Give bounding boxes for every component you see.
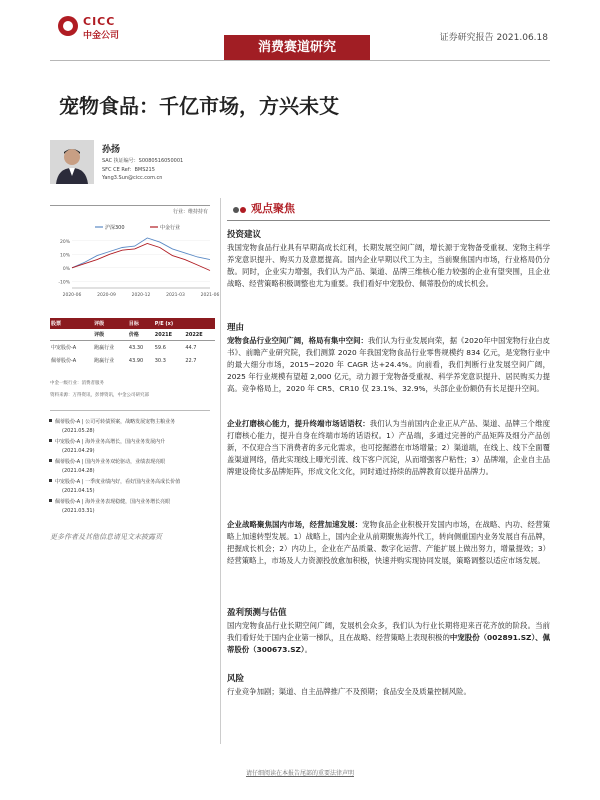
series-line (72, 238, 210, 268)
profit-text (227, 620, 550, 656)
risk-title: 风险 (227, 674, 245, 684)
y-tick-label: 10% (59, 253, 70, 259)
profit-title: 盈利预测与估值 (227, 608, 287, 618)
author-email[interactable]: Yang3.Sun@cicc.com.cn (102, 175, 163, 181)
reason-p1-lead: 宠物食品行业空间广阔，格局有集中空间： (227, 336, 368, 345)
cell-rating: 跑赢行业 (94, 358, 115, 364)
cell-pe2: 44.7 (185, 344, 197, 351)
dot-icon (233, 207, 239, 213)
related-item[interactable] (55, 418, 175, 425)
industry-rating: 行业：维持持有 (172, 209, 208, 215)
invest-title: 投资建议 (227, 230, 262, 240)
reason-p2-body: 我们认为当前国内企业正从产品、渠道、品牌三个维度打磨核心能力，提升自身在终端市场的话语权。1）产品端，多通过完善的产品矩阵及细分产品创新，不仅迎合当下消费者的多元化需求，也可挖掘潜在市场增量；2）渠道端，在线上、线下全面覆盖渠道网络，借此实现线上曝光引流、线下客户沉淀，从而增强客户粘性；3）品牌端，企业自主品牌建设倚仗多品牌矩阵，形成文化文化，同时通过持续的品牌教育以提升品牌力。 (227, 419, 550, 476)
related-item[interactable] (55, 478, 180, 485)
invest-text: 我国宠物食品行业具有早期高成长红利，长期发展空间广阔，增长源于宠物备受重视、宠物主科学养宠意识提升、购买力及意愿提高。国内企业早期以代工为主，当前聚焦国内市场，行业格局仍分散。同时，企业实力增强，我们认为产品、渠道、品牌三维核心能力较强的企业有望突围，且企业战略、经营策略积极调整也尤为重要。我们看好中宠股份、佩蒂股份的成长机会。 (227, 243, 550, 288)
profit-stocks: 中宠股份（002891.SZ）、佩蒂股份（300673.SZ） (227, 633, 550, 654)
cell-price: 43.30 (128, 344, 144, 351)
stock-chart (50, 222, 220, 300)
author-sac: SAC 执证编号：S0080516050001 (102, 158, 184, 164)
bullet-icon (49, 479, 52, 482)
related-date: (2021.04.15) (62, 488, 95, 494)
x-tick-label: 2020-12 (131, 293, 151, 298)
author-sfc: SFC CE Ref：BMS215 (102, 167, 155, 173)
y-tick-label: -10% (58, 280, 70, 286)
more-info-link[interactable]: 更多作者及其他信息请见文末披露页 (50, 533, 162, 541)
table-row (50, 341, 215, 355)
related-date: (2021.03.31) (62, 508, 95, 514)
x-tick-label: 2020-06 (62, 293, 82, 298)
report-title: 宠物食品：千亿市场，方兴未艾 (59, 94, 339, 118)
bullet-icon (49, 439, 52, 442)
reason-p3-body: 宠物食品企业积极开发国内市场，在战略、内功、经营策略上加速转型发展。1）战略上，国内企业从前期聚焦海外代工，转向侧重国内业务发展自有品牌，把握成长机会；2）内功上，企业在产品质量、数字化运营、产能扩展上做出努力，增量提效；3）经营策略上，市场及人力资源投放愈加积极，快速并购实现协同发展，策略调整以适应市场发展。 (227, 520, 550, 565)
y-tick-label: 0% (62, 266, 70, 272)
legend-label: 沪深300 (105, 225, 125, 231)
th-stock: 股票 (50, 318, 93, 329)
th-target: 目标 (128, 318, 154, 329)
cicc-logo-icon (58, 16, 78, 36)
related-title[interactable]: 佩蒂股份-A | 国内外业务双轮驱动，业绩表现亮眼 (55, 459, 166, 465)
related-item[interactable] (55, 458, 165, 465)
reason-p2 (227, 418, 550, 478)
logo-cn: 中金公司 (83, 31, 120, 41)
series-line (72, 244, 210, 271)
x-tick-label: 2021-06 (200, 293, 220, 298)
related-title[interactable]: 中宠股份-A | 一季度业绩内好，看好国内业务高成长价值 (55, 479, 181, 485)
bullet-icon (49, 499, 52, 502)
bullet-icon (49, 419, 52, 422)
cell-stock: 佩蒂股份-A (51, 358, 77, 364)
legal-footer[interactable]: 请仔细阅读在本报告尾部的重要法律声明 (245, 770, 354, 777)
reason-p1 (227, 335, 550, 395)
related-date: (2021.05.28) (62, 428, 95, 434)
cell-pe1: 30.3 (154, 357, 166, 364)
related-title[interactable]: 佩蒂股份-A | 公司可转债预案，战略发展宠物主粮业务 (55, 419, 176, 425)
table-note-industry: 中金一级行业：消费者服务 (50, 381, 104, 386)
sub-empty (50, 329, 93, 341)
sub-2021e: 2021E (154, 329, 185, 341)
reason-title: 理由 (227, 323, 245, 333)
focus-title: 观点聚焦 (251, 202, 295, 215)
bullet-icon (49, 459, 52, 462)
table-row (50, 354, 215, 367)
related-title[interactable]: 中宠股份-A | 海外业务高增长，国内业务发展内升 (55, 439, 166, 445)
profit-body: 国内宠物食品行业长期空间广阔，发展机会众多，我们认为行业长期将迎来百花齐放的阶段。当前我们看好处于国内企业第一梯队，且在战略、经营策略上表现积极的 (227, 621, 550, 642)
sub-rating: 评级 (93, 329, 128, 341)
header-divider (50, 60, 550, 61)
y-tick-label: 20% (59, 239, 70, 245)
reason-p2-lead: 企业打磨核心能力，提升终端市场话语权： (227, 419, 370, 428)
related-date: (2021.04.29) (62, 448, 95, 454)
cell-stock: 中宠股份-A (51, 345, 77, 351)
reason-p3 (227, 519, 550, 567)
focus-divider (227, 220, 550, 221)
report-type-date: 证券研究报告 2021.06.18 (439, 33, 548, 43)
column-divider (220, 198, 221, 744)
related-item[interactable] (55, 438, 165, 445)
cell-rating: 跑赢行业 (94, 345, 115, 351)
th-rating: 评级 (93, 318, 128, 329)
related-date: (2021.04.28) (62, 468, 95, 474)
th-pe: P/E (x) (154, 318, 215, 329)
related-item[interactable] (55, 498, 170, 505)
chart-svg (50, 222, 220, 300)
profit-tail: 。 (304, 645, 313, 654)
author-photo (50, 140, 94, 184)
risk-text: 行业竞争加剧；渠道、自主品牌推广不及预期；食品安全及质量控制风险。 (227, 687, 471, 696)
table-note-source: 资料来源：万得资讯，彭博资讯，中金公司研究部 (50, 393, 149, 398)
logo-en: CICC (83, 15, 116, 28)
cell-pe1: 59.6 (154, 344, 166, 351)
legend-label: 中金行业 (160, 225, 181, 231)
reason-p3-lead: 企业战略聚焦国内市场，经营加速发展： (227, 520, 363, 529)
stock-table (50, 318, 215, 367)
reason-p1-body: 我们认为行业发展向荣，据《2020年中国宠物行业白皮书》、前瞻产业研究院，我们测算 2020 年我国宠物食品行业零售规模约 834 亿元，是宠物行业中的最大细分市场，2015~2020 年 CAGR 达+24.4%。向前看，我们判断行业发展空间广阔，2025 年行业规模有望超 2,000 亿元，动力源于宠物备受重视、科学养宠意识提升、居民购买力提高。竞争格局上，2020 年 CR5、CR10 仅 23.1%、32.9%，头部企业份额仍有长足提升空间。 (227, 336, 550, 393)
author-name: 孙扬 (102, 145, 121, 155)
rating-divider (50, 205, 210, 206)
x-tick-label: 2020-09 (97, 293, 116, 298)
cell-price: 43.90 (128, 357, 144, 364)
cell-pe2: 22.7 (185, 357, 197, 364)
dot-icon (240, 207, 246, 213)
section-banner: 消费赛道研究 (224, 35, 370, 61)
related-title[interactable]: 佩蒂股份-A | 海外业务表现稳健，国内业务增长亮眼 (55, 499, 171, 505)
related-divider (50, 410, 210, 411)
x-tick-label: 2021-03 (166, 293, 185, 298)
sub-2022e: 2022E (184, 329, 215, 341)
sub-price: 价格 (128, 329, 154, 341)
